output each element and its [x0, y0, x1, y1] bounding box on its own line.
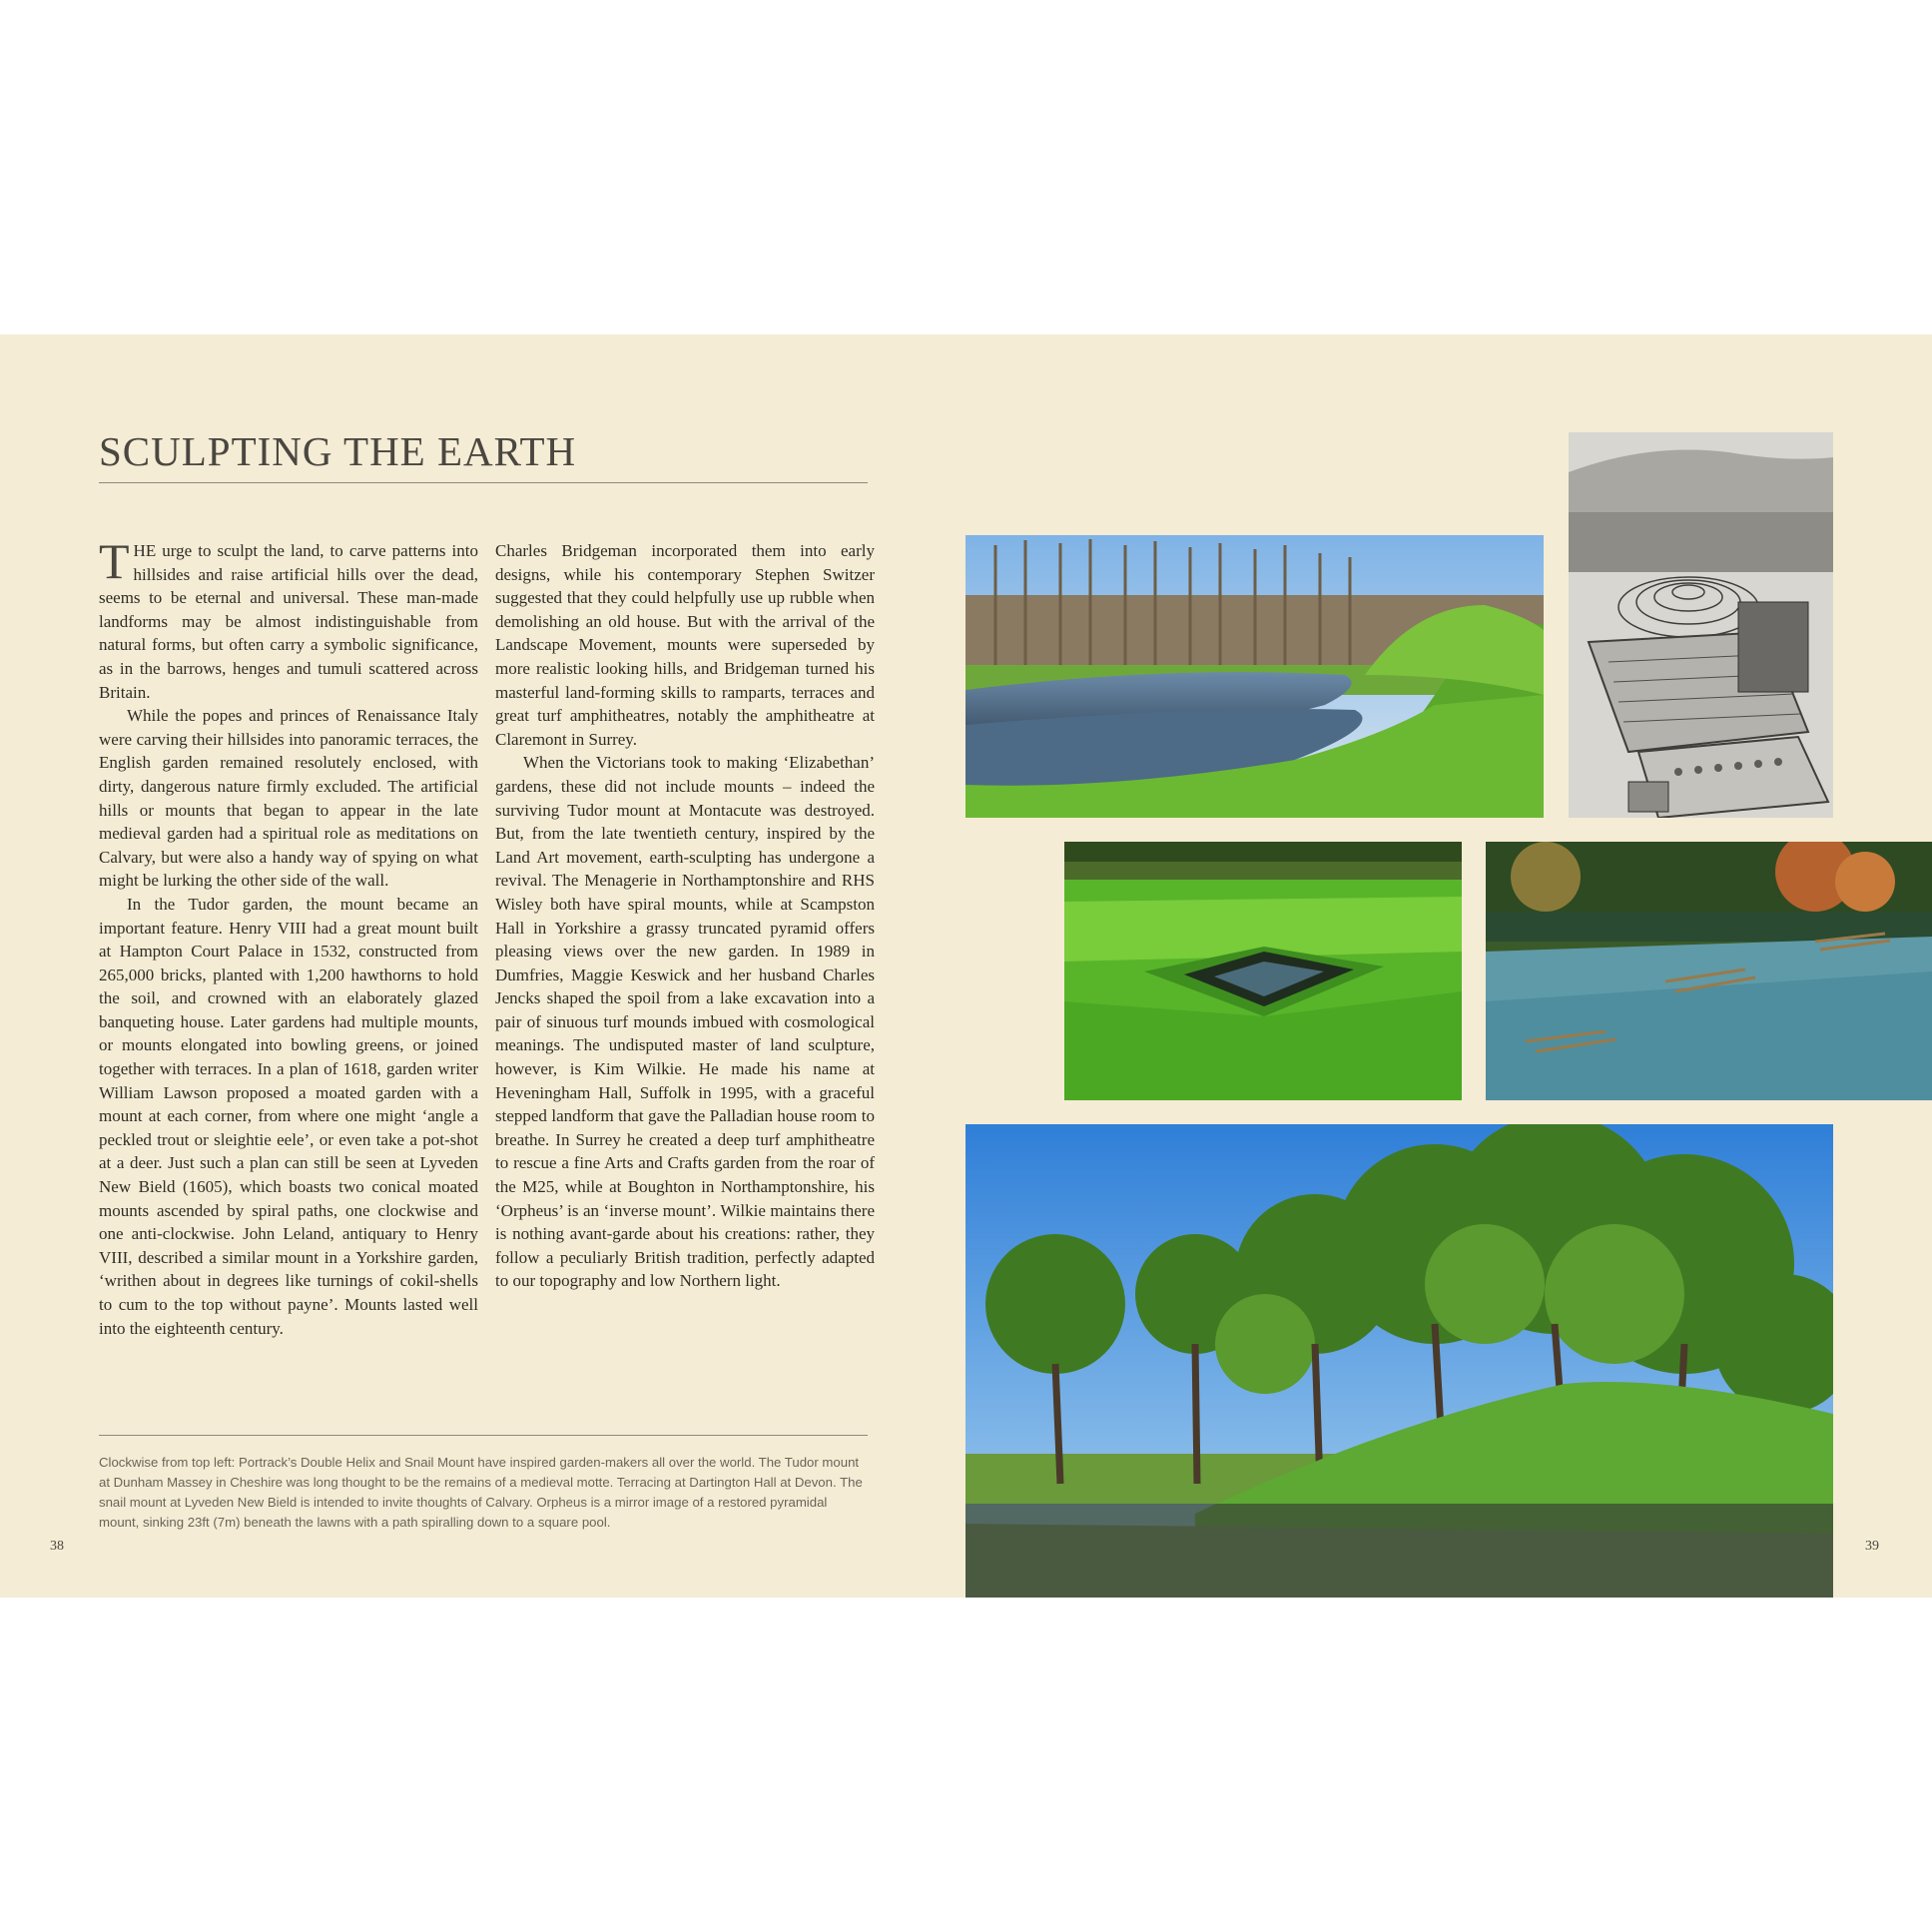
text-column-left — [99, 533, 478, 1340]
page-number-left: 38 — [50, 1539, 64, 1554]
engraving-dunham-massey — [1569, 432, 1833, 818]
photo-caption: Clockwise from top left: Portrack’s Double Helix and Snail Mount have inspired garden-makers all over the world. The Tudor mount at Dunham Massey in Cheshire was long thought to be the remains of a medieval motte. Terracing at Dartington Hall at Devon. The snail mount at Lyveden New Bield is intended to invite thoughts of Calvary. Orpheus is a mirror image of a restored pyramidal mount, sinking 23ft (7m) beneath the lawns with a path spiralling down to a square pool. — [99, 1455, 863, 1530]
book-spread — [0, 334, 1932, 1598]
drop-cap: T — [99, 533, 130, 589]
photo-dartington-terracing — [1486, 842, 1932, 1100]
photo-portrack-double-helix — [966, 535, 1544, 818]
photo-lyveden-snail-mount — [966, 1124, 1833, 1598]
page-title: SCULPTING THE EARTH — [99, 428, 577, 474]
text-column-right — [495, 539, 875, 1293]
photo-orpheus-inverse-mount — [1064, 842, 1462, 1100]
paragraph: Charles Bridgeman incorporated them into early designs, while his contemporary Stephen Switzer suggested that they could helpfully use up rubble when demolishing an old house. But with the arrival of the Landscape Movement, mounts were superseded by more realistic looking hills, and Bridgeman turned his masterful land-forming skills to ramparts, terraces and great turf amphitheatres, notably the amphitheatre at Claremont in Surrey. — [495, 541, 875, 749]
paragraph: In the Tudor garden, the mount became an important feature. Henry VIII had a great mount built at Hampton Court Palace in 1532, constructed from 265,000 bricks, planted with 1,200 hawthorns to hold the soil, and crowned with an elaborately glazed banqueting house. Later gardens had multiple mounts, or mounts elongated into bowling greens, or joined together with terraces. In a plan of 1618, garden writer William Lawson proposed a moated garden with a mount at each corner, from where one might ‘angle a peckled trout or sleightie eele’, or even take a pot-shot at a deer. Just such a plan can still be seen at Lyveden New Bield (1605), which boasts two conical moated mounts ascended by spiral paths, one clockwise and one anti-clockwise. John Leland, antiquary to Henry VIII, described a similar mount in a Yorkshire garden, ‘writhen about in degrees like turnings of cokil-shells to cum to the top without payne’. Mounts lasted well into the eighteenth century. — [99, 894, 478, 1338]
page-number-right: 39 — [1865, 1539, 1879, 1554]
paragraph: THE urge to sculpt the land, to carve patterns into hillsides and raise artificial hills over the dead, seems to be eternal and universal. These man-made landforms may be almost indistinguishable from natural forms, but often carry a symbolic significance, as in the barrows, henges and tumuli scattered across Britain. — [99, 533, 478, 702]
paragraph: While the popes and princes of Renaissance Italy were carving their hillsides into panoramic terraces, the English garden remained resolutely enclosed, with dirty, dangerous nature firmly excluded. The artificial hills or mounts that began to appear in the late medieval garden had a spiritual role as meditations on Calvary, but were also a handy way of spying on what might be lurking the other side of the wall. — [99, 706, 478, 891]
caption-rule — [99, 1435, 868, 1436]
title-rule — [99, 482, 868, 483]
paragraph: When the Victorians took to making ‘Elizabethan’ gardens, these did not include mounts – indeed the surviving Tudor mount at Montacute was destroyed. But, from the late twentieth century, inspired by the Land Art movement, earth-sculpting has undergone a revival. The Menagerie in Northamptonshire and RHS Wisley both have spiral mounts, while at Scampston Hall in Yorkshire a grassy truncated pyramid offers pleasing views over the new garden. In 1989 in Dumfries, Maggie Keswick and her husband Charles Jencks shaped the spoil from a lake excavation into a pair of sinuous turf mounds imbued with cosmological meanings. The undisputed master of land sculpture, however, is Kim Wilkie. He made his name at Heveningham Hall, Suffolk in 1995, with a graceful stepped landform that gave the Palladian house room to breathe. In Surrey he created a deep turf amphitheatre to rescue a fine Arts and Crafts garden from the roar of the M25, while at Boughton in Northamptonshire, his ‘Orpheus’ is an ‘inverse mount’. Wilkie maintains there is nothing avant-garde about his creations: rather, they follow a peculiarly British tradition, perfectly adapted to our topography and low Northern light. — [495, 753, 875, 1291]
